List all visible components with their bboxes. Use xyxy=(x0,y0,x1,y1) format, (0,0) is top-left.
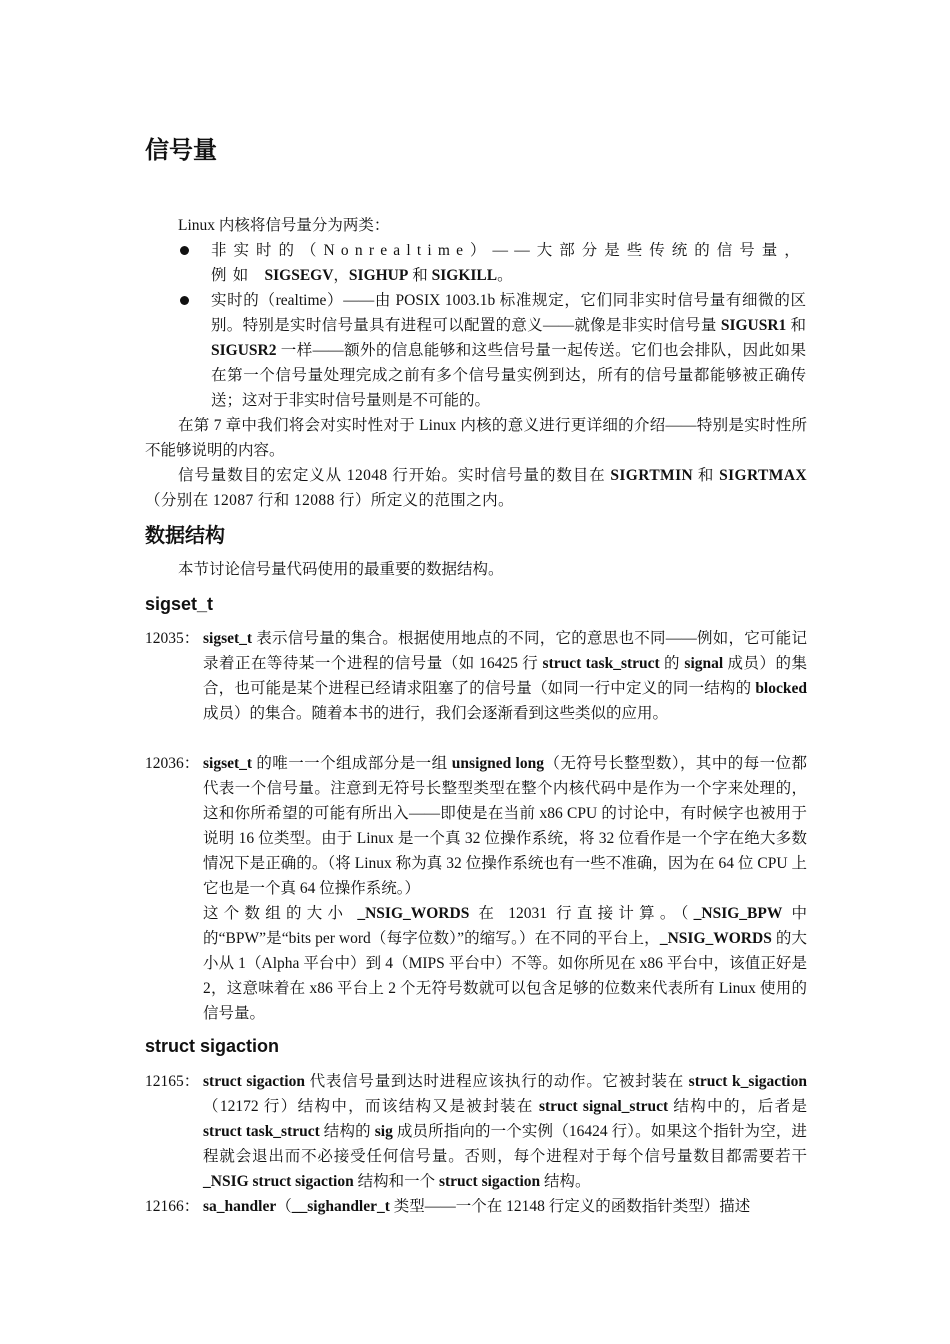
signal-type-list xyxy=(178,238,806,413)
intro-paragraph: Linux 内核将信号量分为两类： xyxy=(178,217,390,234)
signal-range-paragraph: 信号量数目的宏定义从 12048 行开始。实时信号量的数目在 SIGRTMIN 和 SIGRTMAX（分别在 12087 行和 12088 行）所定义的范围之内。 xyxy=(145,467,808,509)
code-entry-12036: 12036： sigset_t 的唯一一个组成部分是一组 unsigned long（无符号长整型数），其中的每一位都代表一个信号量。注意到无符号长整型类型在整个内核代码中是作为一个字来处理的，这和你所希望的可能有所出入——即使是在当前 x86 CPU 的讨论中，有时候字也被用于说明 16 位类型。由于 Linux 是一个真 32 位操作系统，将 32 位看作是一个字在绝大多数情况下是正确的。（将 Linux 称为真 32 位操作系统也有一些不准确，因为在 64 位 CPU 上它也是一个真 64 位操作系统。） 这个数组的大小 _NSIG_WORDS 在 12031 行直接计算。（_NSIG_BPW 中的“BPW”是“bits per word（每字位数）”的缩写。）在不同的平台上，_NSIG_WORDS 的大小从 1（Alpha 平台中）到 4（MIPS 平台中）不等。如你所见在 x86 平台中，该值正好是 2，这意味着在 x86 平台上 2 个无符号数就可以包含足够的位数来代表所有 Linux 使用的信号量。 xyxy=(145,751,807,1026)
list-item: 实时的（realtime）——由 POSIX 1003.1b 标准规定，它们同非实时信号量有细微的区别。特别是实时信号量具有进程可以配置的意义——就像是非实时信号量 SIGUSR1 和 SIGUSR2 一样——额外的信息能够和这些信号量一起传送。它们也会排队，因此如果在第一个信号量处理完成之前有多个信号量实例到达，所有的信号量都能够被正确传送；这对于非实时信号量则是不可能的。 xyxy=(178,288,806,413)
line-number: 12166： xyxy=(145,1198,200,1215)
code-entry-12166: 12166： sa_handler（__sighandler_t 类型——一个在 12148 行定义的函数指针类型）描述 xyxy=(145,1194,807,1219)
code-entry-12035: 12035： sigset_t 表示信号量的集合。根据使用地点的不同，它的意思也不同——例如，它可能记录着正在等待某一个进程的信号量（如 16425 行 struct task_struct 的 signal 成员）的集合，也可能是某个进程已经请求阻塞了的信号量（如同一行中定义的同一结构的 blocked 成员）的集合。随着本书的进行，我们会逐渐看到这些类似的应用。 xyxy=(145,626,807,726)
data-structures-intro: 本节讨论信号量代码使用的最重要的数据结构。 xyxy=(178,561,504,578)
bullet-icon xyxy=(180,296,189,305)
section-heading-data-structures: 数据结构 xyxy=(145,523,225,547)
line-number: 12165： xyxy=(145,1073,200,1090)
line-number: 12036： xyxy=(145,755,200,772)
bullet-icon xyxy=(180,246,189,255)
page-title: 信号量 xyxy=(145,136,217,164)
line-number: 12035： xyxy=(145,630,200,647)
chapter7-paragraph: 在第 7 章中我们将会对实时性对于 Linux 内核的意义进行更详细的介绍——特别是实时性所不能够说明的内容。 xyxy=(145,417,807,459)
subheading-sigset-t: sigset_t xyxy=(145,594,214,614)
code-entry-12165: 12165： struct sigaction 代表信号量到达时进程应该执行的动作。它被封装在 struct k_sigaction（12172 行）结构中，而该结构又是被封装在 struct signal_struct 结构中的，后者是 struct task_struct 结构的 sig 成员所指向的一个实例（16424 行）。如果这个指针为空，进程就会退出而不必接受任何信号量。否则，每个进程对于每个信号量数目都需要若干 _NSIG struct sigaction 结构和一个 struct sigaction 结构。 xyxy=(145,1069,807,1194)
subheading-struct-sigaction: struct sigaction xyxy=(145,1036,280,1056)
list-item: 非实时的（Nonrealtime）——大部分是些传统的信号量，例如 SIGSEGV，SIGHUP 和 SIGKILL。 xyxy=(178,238,806,288)
